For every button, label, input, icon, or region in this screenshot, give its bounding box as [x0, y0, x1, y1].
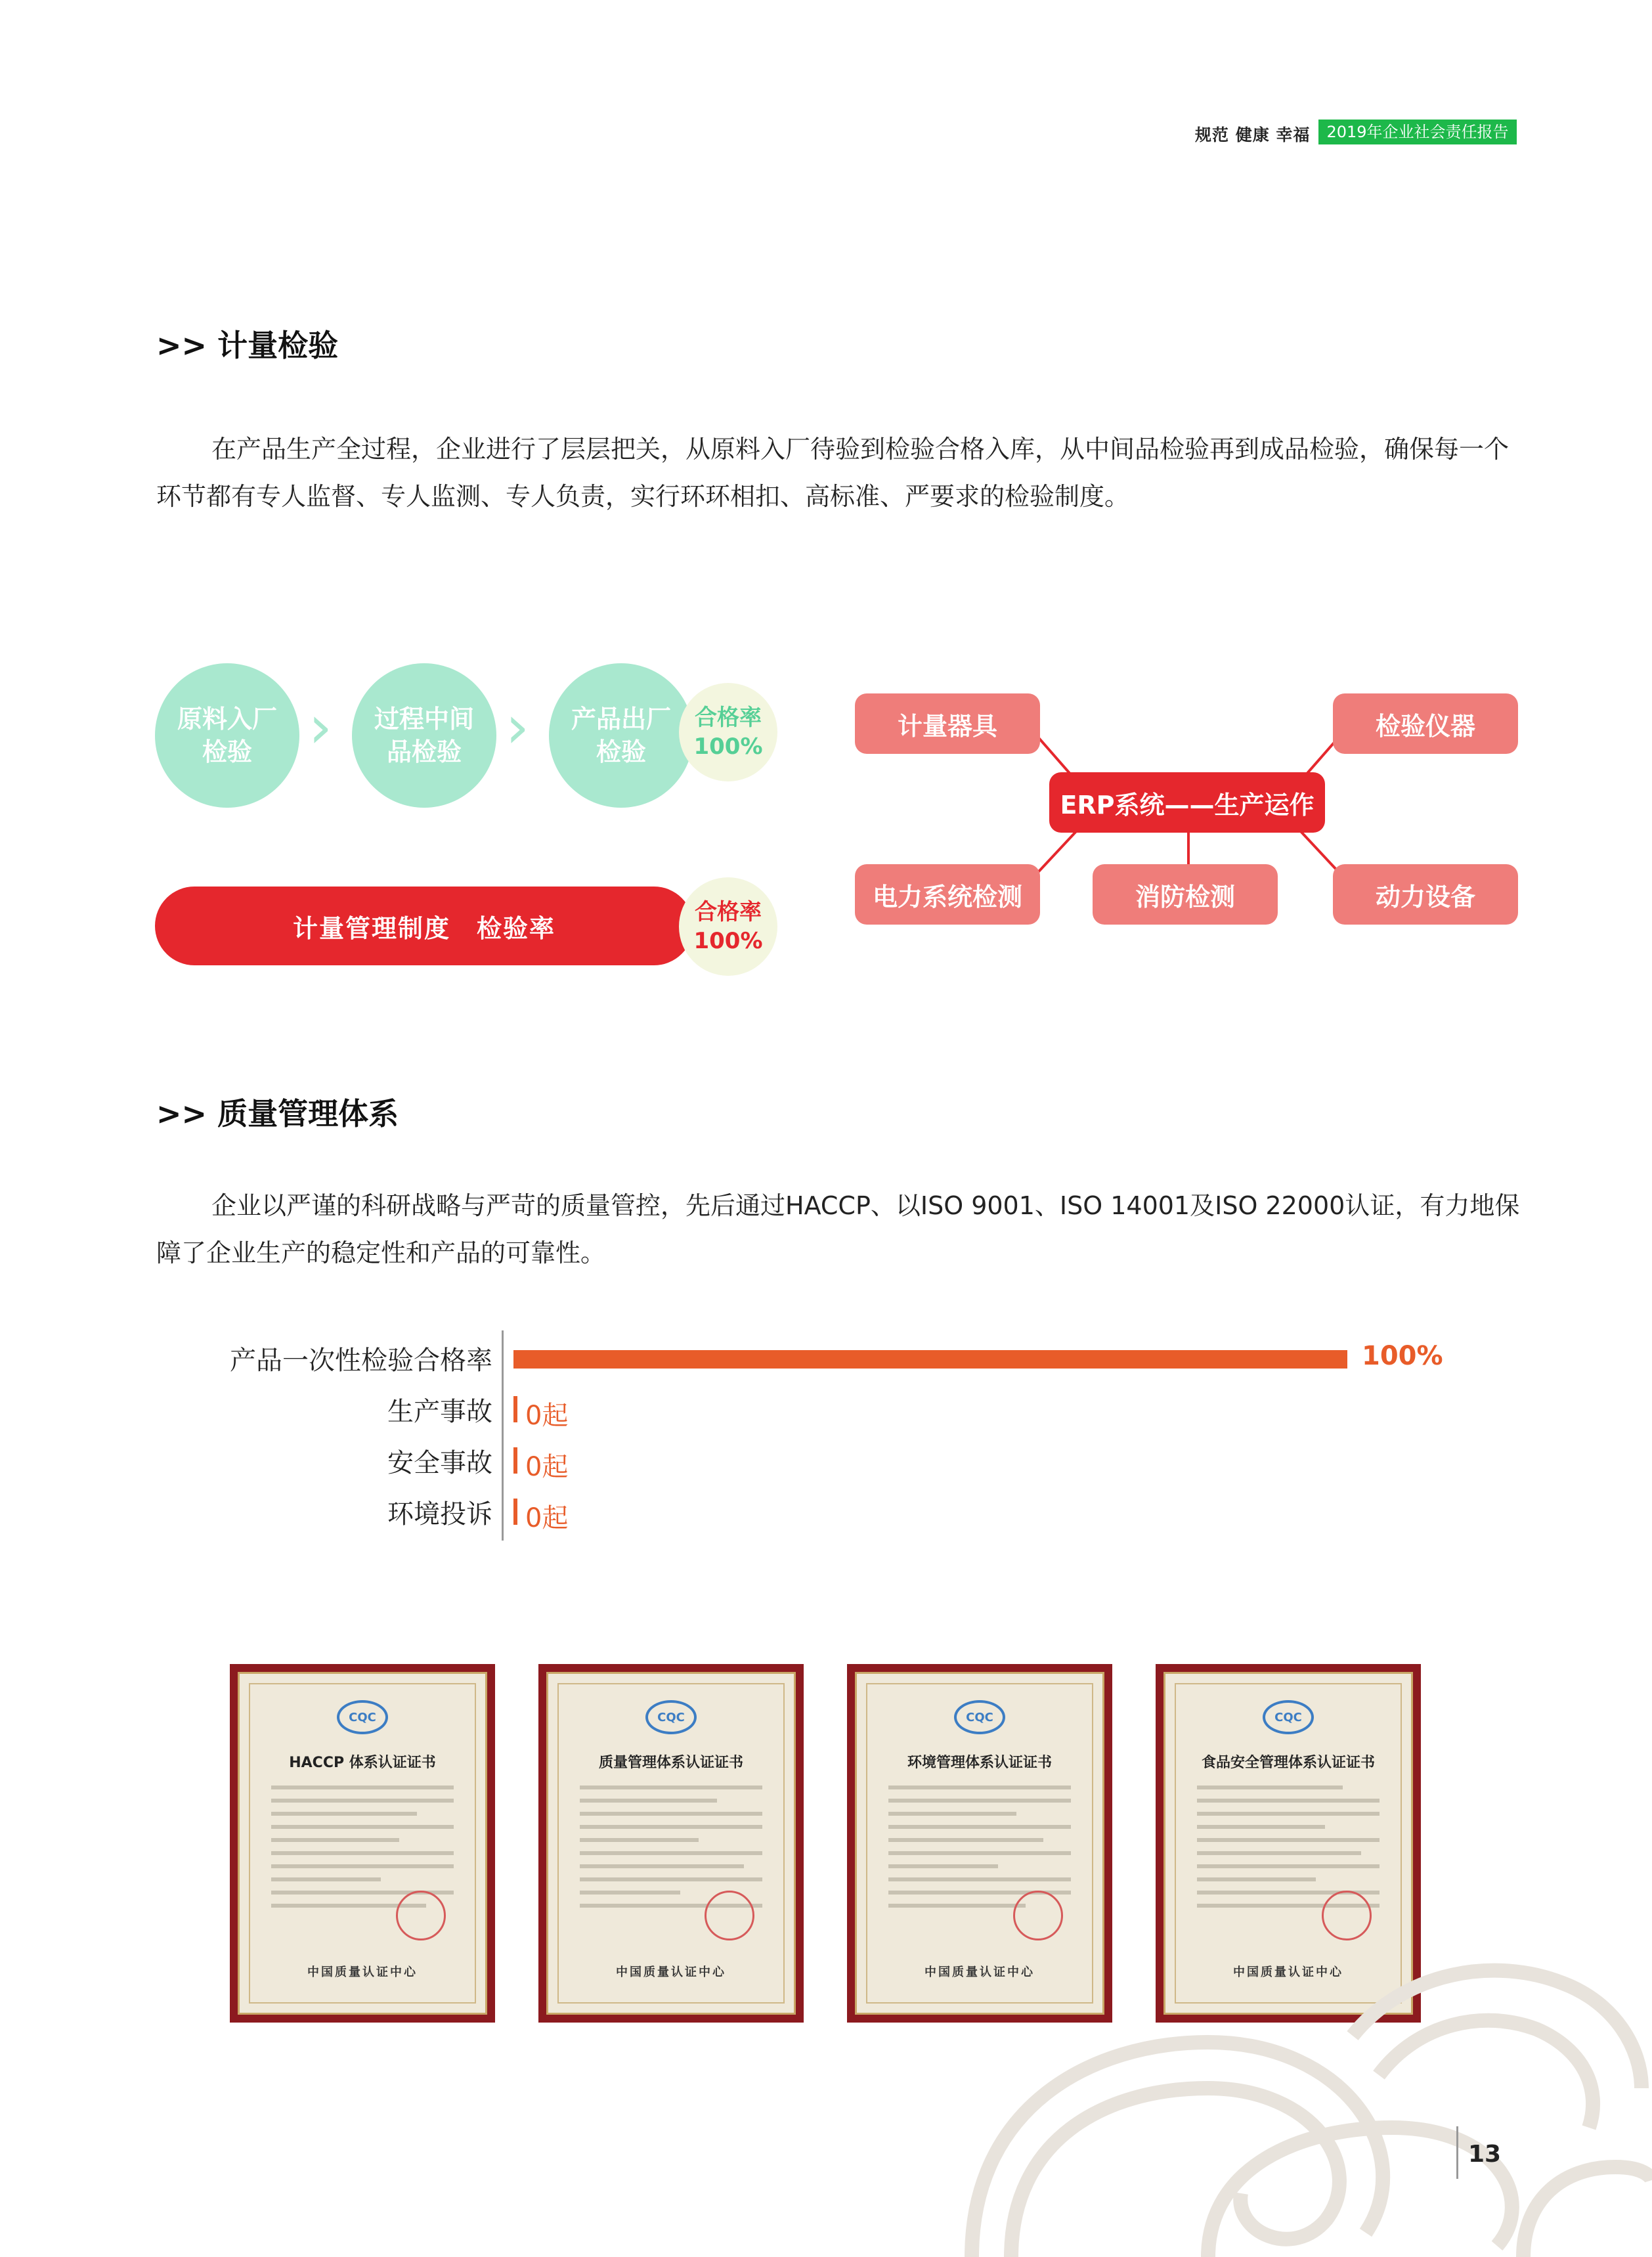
stat-value-label: 0起 [525, 1503, 569, 1533]
flow-step-intermediate: 过程中间品检验 [352, 663, 496, 808]
report-title-badge: 2019年企业社会责任报告 [1318, 120, 1517, 144]
cqc-logo-icon: CQC [954, 1700, 1005, 1734]
flow-step-raw-material: 原料入厂检验 [155, 663, 299, 808]
erp-node-inspection-instruments: 检验仪器 [1333, 693, 1518, 754]
inspection-rate-badge: 合格率100% [679, 877, 777, 976]
certificate-title: 食品安全管理体系认证证书 [1201, 1755, 1375, 1771]
stat-bar [513, 1350, 1347, 1369]
stat-label: 环境投诉 [387, 1499, 492, 1529]
erp-node-measuring-tools: 计量器具 [855, 693, 1040, 754]
chevron-right-icon: › [506, 693, 529, 762]
section-title-metering: >> 计量检验 [156, 328, 339, 363]
erp-node-power-equipment: 动力设备 [1333, 864, 1518, 925]
stat-bar [513, 1499, 517, 1525]
certificate-issuer: 中国质量认证中心 [924, 1965, 1035, 1979]
page-number: 13 [1468, 2141, 1502, 2168]
pass-rate-badge: 合格率100% [679, 683, 777, 781]
decorative-cloud-pattern [959, 1891, 1652, 2257]
certificate-title: 质量管理体系认证证书 [598, 1755, 743, 1771]
certificate-iso9001 [538, 1664, 804, 2023]
flow-step-product-out: 产品出厂检验 [549, 663, 693, 808]
certificate-haccp [230, 1664, 495, 2023]
section-paragraph-quality: 企业以严谨的科研战略与严苛的质量管控，先后通过HACCP、以ISO 9001、ISO 14001及ISO 22000认证，有力地保障了企业生产的稳定性和产品的可靠性。 [156, 1191, 1520, 1267]
certificate-title: 环境管理体系认证证书 [907, 1755, 1052, 1771]
stat-label: 生产事故 [387, 1397, 492, 1427]
stat-label: 安全事故 [387, 1448, 492, 1478]
stat-value-label: 0起 [525, 1452, 569, 1482]
section-paragraph-metering: 在产品生产全过程，企业进行了层层把关，从原料入厂待验到检验合格入库，从中间品检验再到成品检验，确保每一个环节都有专人监督、专人监测、专人负责，实行环环相扣、高标准、严要求的检验制度。 [156, 435, 1510, 511]
certificate-title: HACCP 体系认证证书 [289, 1755, 436, 1771]
erp-node-fire-inspection: 消防检测 [1093, 864, 1278, 925]
stat-label: 产品一次性检验合格率 [230, 1346, 492, 1376]
stat-bar [513, 1396, 517, 1422]
metering-management-bar: 计量管理制度 检验率 [155, 887, 693, 965]
certificate-issuer: 中国质量认证中心 [307, 1965, 418, 1979]
cqc-logo-icon: CQC [1263, 1700, 1314, 1734]
chart-axis-line [502, 1330, 504, 1541]
stat-value-label: 0起 [525, 1401, 569, 1431]
header-slogan: 规范 健康 幸福 [1195, 125, 1311, 144]
section-title-quality: >> 质量管理体系 [156, 1096, 399, 1131]
chevron-right-icon: › [309, 693, 332, 762]
stat-bar [513, 1447, 517, 1474]
erp-center-node: ERP系统——生产运作 [1049, 772, 1325, 833]
red-seal-icon [705, 1891, 754, 1940]
stat-value-label: 100% [1362, 1341, 1443, 1371]
erp-node-power-inspection: 电力系统检测 [855, 864, 1040, 925]
cqc-logo-icon: CQC [645, 1700, 697, 1734]
cqc-logo-icon: CQC [337, 1700, 388, 1734]
certificate-issuer: 中国质量认证中心 [1233, 1965, 1343, 1979]
certificate-issuer: 中国质量认证中心 [616, 1965, 726, 1979]
page-number-divider [1456, 2126, 1458, 2179]
red-seal-icon [396, 1891, 446, 1940]
